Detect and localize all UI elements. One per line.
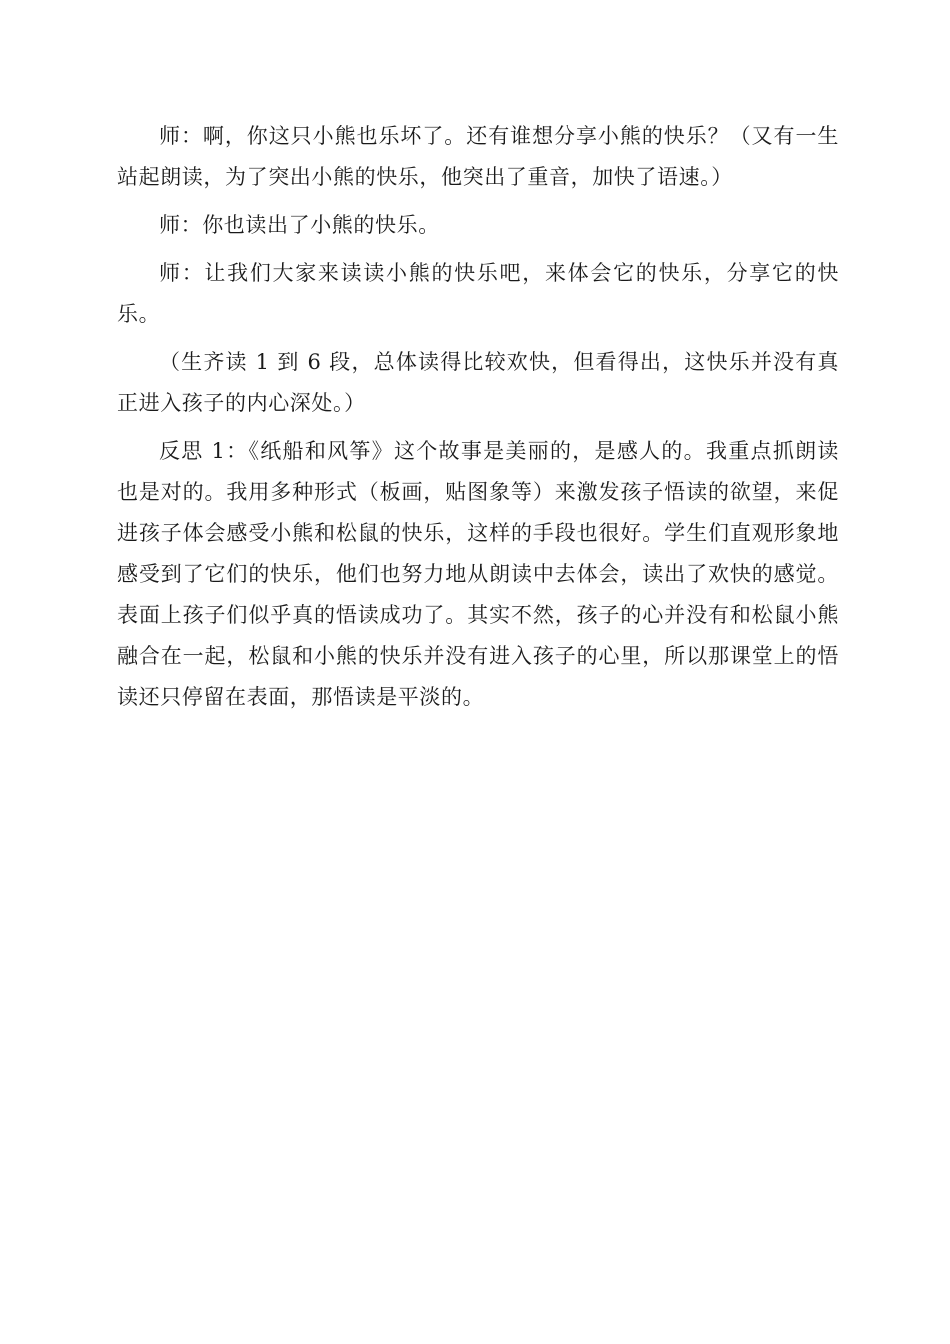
- paragraph-teacher-share: 师：啊，你这只小熊也乐坏了。还有谁想分享小熊的快乐？（又有一生站起朗读，为了突出小熊的快乐，他突出了重音，加快了语速。）: [117, 124, 839, 189]
- paragraph-teacher-invite: 师：让我们大家来读读小熊的快乐吧，来体会它的快乐，分享它的快乐。: [117, 261, 839, 326]
- paragraph-teacher-praise: 师：你也读出了小熊的快乐。: [159, 213, 440, 237]
- document-body: [117, 116, 839, 725]
- paragraph-reflection-1: 反思 1：《纸船和风筝》这个故事是美丽的，是感人的。我重点抓朗读也是对的。我用多种形式（板画，贴图象等）来激发孩子悟读的欲望，来促进孩子体会感受小熊和松鼠的快乐，这样的手段也很好。学生们直观形象地感受到了它们的快乐，他们也努力地从朗读中去体会，读出了欢快的感觉。表面上孩子们似乎真的悟读成功了。其实不然，孩子的心并没有和松鼠小熊融合在一起，松鼠和小熊的快乐并没有进入孩子的心里，所以那课堂上的悟读还只停留在表面，那悟读是平淡的。: [117, 439, 839, 709]
- paragraph-class-reading: （生齐读 1 到 6 段，总体读得比较欢快，但看得出，这快乐并没有真正进入孩子的内心深处。）: [117, 350, 839, 415]
